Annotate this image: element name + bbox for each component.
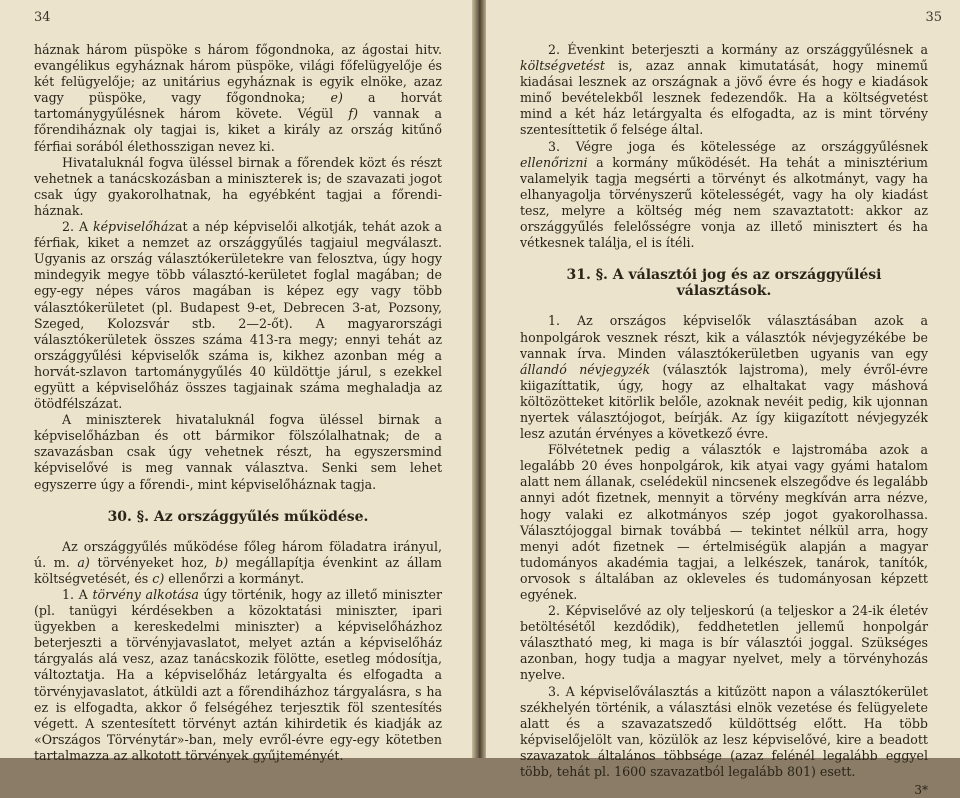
section-heading: 30. §. Az országgyűlés működése. [107, 508, 369, 525]
text-run: megállapítja évenkint az állam költségvetését, és [34, 554, 442, 586]
italic-text: törvény alkotása [92, 587, 199, 602]
text-run: ellenőrzi a kormányt. [164, 570, 305, 586]
right-page [486, 0, 960, 798]
book-gutter [472, 0, 486, 758]
page-body [34, 42, 442, 764]
italic-text: e) [330, 90, 343, 106]
text-run: 1. A [62, 587, 93, 602]
page-number: 34 [34, 10, 51, 25]
text-run: (választók lajstroma), mely évről-évre kiigazíttatik, úgy, hogy az elhaltakat vagy máshová költözötteket kitörlik belőle, azoknak nevéit pedig, kik ujonnan nyertek választójogot, beírják. Az így kiigazított névjegyzék lesz azután érvényes a következő évre. [520, 361, 928, 442]
paragraph [34, 155, 442, 219]
paragraph [34, 587, 442, 764]
text-run: 3. A képviselőválasztás a kitűzött napon a választókerület székhelyén történik, a választási elnök vezetése és felügyelete alatt és a szavazatszedő küldöttség előtt. Ha több képviselőjelölt van, közülök az lesz képviselővé, kire a beadott szavazatok általános többsége (azaz felénél legalább eggyel több, tehát pl. 1600 szavazatból legalább 801) esett. [520, 683, 928, 780]
text-run: 2. Évenkint beterjeszti a kormány az országgyűlésnek a [548, 42, 928, 57]
text-run: 1. Az országos képviselők választásában azok a honpolgárok vesznek részt, kik a választók névjegyzékébe be vannak írva. Minden választókerületben ugyanis van egy [520, 313, 928, 361]
paragraph [520, 313, 928, 442]
paragraph-group [520, 42, 928, 251]
italic-text: költségvetést [520, 58, 605, 74]
text-run: Hivataluknál fogva üléssel birnak a főrendek közt és részt vehetnek a tanácskozásban a miniszterek is; de szavazati jogot csak úgy gyakorolhatnak, ha egyébként tagjai a főrendi-háznak. [34, 154, 442, 218]
paragraph [520, 139, 928, 252]
text-run: is, azaz annak kimutatását, hogy minemű kiadásai lesznek az országnak a jövő évre és hogy e kiadások minő bevételekből lesznek fedezendők. Ha a költségvetést mind a két ház letárgyalta és elfogadta, az is mint törvény szentesíttetik ő felsége által. [520, 58, 928, 138]
paragraph [520, 684, 928, 781]
italic-text: f) [348, 106, 358, 122]
page-body [520, 42, 928, 798]
italic-text: állandó névjegyzék [520, 361, 651, 377]
italic-text: képviselőház [92, 219, 176, 235]
italic-text: ellenőrizni [520, 154, 588, 170]
left-page [0, 0, 472, 763]
page-number: 35 [925, 10, 942, 25]
paragraph-group [520, 313, 928, 780]
text-run: at a nép képviselői alkotják, tehát azok a férfiak, kiket a nemzet az országgyűlés tagjaiul megválaszt. Ugyanis az ország választókerületekre van felosztva, úgy hogy mindegyik megye több választó-kerületet foglal magában; de egy-egy népes város magában is képez egy vagy több választókerületet (pl. Budapest 9-et, Debrecen 3-at, Pozsony, Szeged, Kolozsvár stb. 2—2-őt). A magyarországi választókerületek összes száma 413-ra megy; ennyi tehát az országgyűlési képviselők száma is, kikhez azonban még a horvát-szlavon tartománygyűlés 40 küldöttje járul, s ezekkel együtt a képviselőház összes tagjainak száma meghaladja az ötödfélszázat. [34, 219, 442, 412]
paragraph [34, 412, 442, 492]
paragraph [34, 42, 442, 155]
signature-mark: 3* [914, 783, 928, 798]
section-heading: 31. §. A választói jog és az országgyűlési választások. [566, 267, 882, 300]
text-run: törvényeket hoz, [89, 554, 216, 570]
italic-text: a) [77, 554, 90, 570]
text-run: vannak a főrendiháznak oly tagjai is, kiket a király az ország kitűnő férfiai sorából élethosszigan nevez ki. [34, 106, 443, 154]
text-run: a kormány működését. Ha tehát a minisztérium valamelyik tagja megsérti a törvényt és alkotmányt, vagy ha elhanyagolja törvényszerű kötelességét, vagy ha oly kiadást tesz, melyre a költség még nem szavaztatott: akkor az országgyűlés felelősségre vonja az illető minisztert és ha vétkesnek találja, el is ítéli. [520, 154, 928, 251]
text-run: a horvát tartománygyűlésnek három követe. Végül [34, 90, 442, 122]
text-run: A miniszterek hivataluknál fogva üléssel birnak a képviselőházban és ott bármikor fölszólalhatnak; de a szavazásban csak úgy vehetnek részt, ha egyszersmind képviselővé is meg vannak választva. Senki sem lehet egyszerre úgy a főrendi-, mint képviselőháznak tagja. [34, 412, 442, 492]
paragraph-group [34, 42, 442, 493]
paragraph [520, 42, 928, 139]
paragraph [34, 219, 442, 412]
italic-text: b) [215, 554, 229, 570]
text-run: 3. Végre joga és kötelessége az országgyűlésnek [548, 138, 928, 154]
text-run: 2. Képviselővé az oly teljeskorú (a teljeskor a 24-ik életév betöltésétől kezdődik), feddhetetlen jellemű honpolgár választható meg, ki maga is bír választói joggal. Szükséges azonban, hogy tudja a magyar nyelvet, mely a törvényhozás nyelve. [520, 603, 928, 683]
paragraph [520, 603, 928, 683]
text-run: 2. A [62, 219, 93, 235]
paragraph [34, 539, 442, 587]
text-run: háznak három püspöke s három főgondnoka, az ágostai hitv. evangélikus egyháznak három püspöke, világi főfelügyelője és két felügyelője; az unitárius egyháznak is egyik elnöke, azaz vagy püspöke, vagy főgondnoka; [34, 42, 442, 106]
paragraph-group [34, 539, 442, 764]
text-run: Az országgyűlés működése főleg három föladatra irányul, ú. m. [34, 538, 442, 570]
paragraph [520, 442, 928, 603]
text-run: úgy történik, hogy az illető miniszter (pl. tanügyi kérdésekben a közoktatási miniszter, ipari ügyekben a kereskedelmi miniszter) a képviselőházhoz beterjeszti a törvényjavaslatot, melyet aztán a képviselőház tárgyalás alá vesz, azaz tanácskozik fölötte, esetleg módosítja, változtatja. Ha a képviselőház letárgyalta és elfogadta a törvényjavaslatot, átküldi azt a főrendiházhoz tárgyalásra, s ha ez is elfogadta, akkor ő felségéhez terjesztik föl szentesítés végett. A szentesített törvényt aztán kihirdetik és kiadják az «Országos Törvénytár»-ban, mely evről-évre egy-egy kötetben tartalmazza az alkotott törvények gyűjteményét. [34, 587, 442, 763]
italic-text: c) [152, 570, 165, 586]
text-run: Fölvétetnek pedig a választók e lajstromába azok a legalább 20 éves honpolgárok, kik atyai vagy gyámi hatalom alatt nem állanak, cselédekül nincsenek elszegődve és legalább annyi adót fizetnek, mennyit a törvény megkíván arra nézve, hogy valaki ez alkotmányos szép jogot gyakorolhassa. Választójoggal birnak továbbá — tekintet nélkül arra, hogy menyi adót fizetnek — értelmiségük alapján a magyar tudományos akadémia tagjai, a lelkészek, tanárok, tanítók, orvosok s általában az okleveles és tudományosan képzett egyének. [520, 442, 928, 602]
